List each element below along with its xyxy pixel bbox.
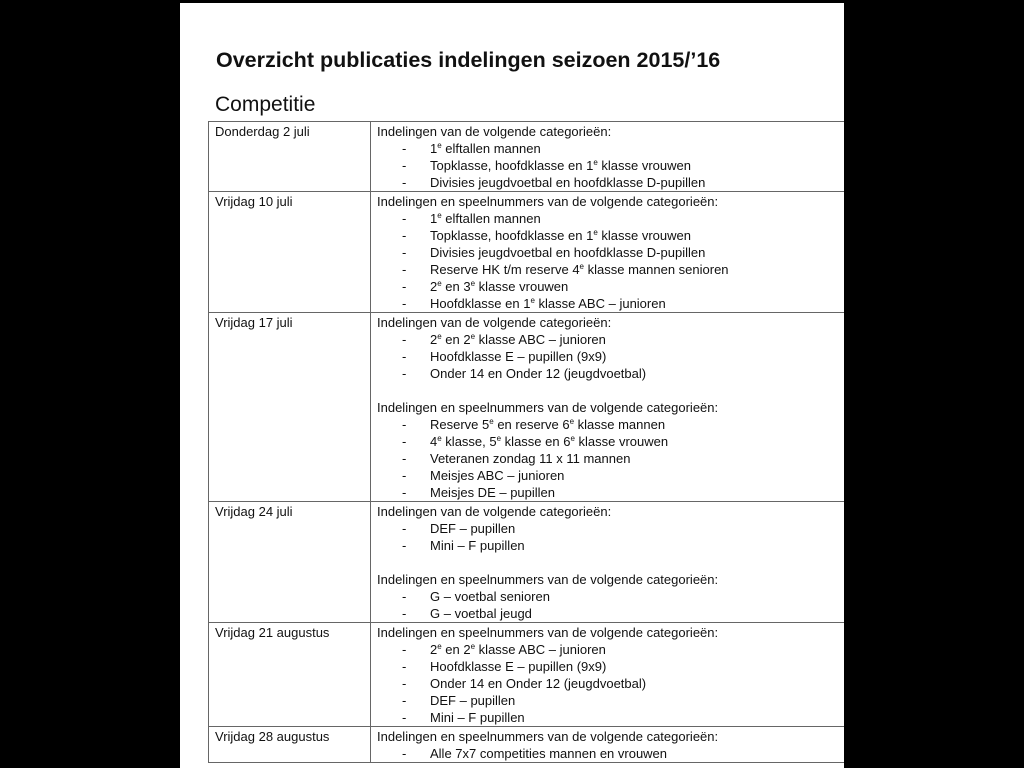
category-block-heading: Indelingen en speelnummers van de volgende categorieën: [377,400,719,415]
category-item: - 2e en 3e klasse vrouwen [377,278,844,295]
schedule-row [209,502,845,623]
category-item: - Hoofdklasse en 1e klasse ABC – junioren [377,295,844,312]
category-item: - Hoofdklasse E – pupillen (9x9) [377,348,844,365]
schedule-content [371,192,845,313]
category-item: - G – voetbal jeugd [377,605,844,622]
schedule-row [209,313,845,502]
schedule-date: Vrijdag 28 augustus [209,727,371,763]
category-item: - 1e elftallen mannen [377,140,844,157]
category-block-heading: Indelingen van de volgende categorieën: [377,504,612,519]
schedule-row [209,623,845,727]
document-title: Overzicht publicaties indelingen seizoen 2015/’16 [216,48,721,72]
category-item: - Onder 14 en Onder 12 (jeugdvoetbal) [377,675,844,692]
schedule-row [209,192,845,313]
schedule-content [371,623,845,727]
schedule-date: Vrijdag 17 juli [209,313,371,502]
schedule-content [371,122,845,192]
category-list [377,641,844,726]
block-spacer [377,382,844,399]
category-item: - Onder 14 en Onder 12 (jeugdvoetbal) [377,365,844,382]
category-block-heading: Indelingen en speelnummers van de volgende categorieën: [377,194,719,209]
category-list [377,588,844,622]
block-spacer [377,554,844,571]
category-item: - 4e klasse, 5e klasse en 6e klasse vrouwen [377,433,844,450]
category-block-heading: Indelingen van de volgende categorieën: [377,124,612,139]
category-item: - G – voetbal senioren [377,588,844,605]
category-list [377,520,844,554]
category-list [377,745,844,762]
category-item: - Divisies jeugdvoetbal en hoofdklasse D-pupillen [377,244,844,261]
category-item: - Mini – F pupillen [377,709,844,726]
category-item: - Reserve HK t/m reserve 4e klasse mannen senioren [377,261,844,278]
category-item: - 2e en 2e klasse ABC – junioren [377,641,844,658]
schedule-table-body [209,122,845,763]
section-title: Competitie [215,93,316,116]
category-list [377,331,844,382]
category-item: - Alle 7x7 competities mannen en vrouwen [377,745,844,762]
category-item: - Meisjes DE – pupillen [377,484,844,501]
schedule-table [208,121,844,763]
category-item: - Hoofdklasse E – pupillen (9x9) [377,658,844,675]
schedule-date: Vrijdag 24 juli [209,502,371,623]
schedule-content [371,727,845,763]
category-item: - Reserve 5e en reserve 6e klasse mannen [377,416,844,433]
schedule-date: Vrijdag 21 augustus [209,623,371,727]
schedule-date: Donderdag 2 juli [209,122,371,192]
category-list [377,210,844,312]
schedule-date: Vrijdag 10 juli [209,192,371,313]
schedule-row [209,727,845,763]
category-list [377,140,844,191]
schedule-content [371,502,845,623]
document-page [180,3,844,768]
category-item: - DEF – pupillen [377,520,844,537]
category-block-heading: Indelingen en speelnummers van de volgende categorieën: [377,625,719,640]
schedule-content [371,313,845,502]
schedule-row [209,122,845,192]
category-item: - Meisjes ABC – junioren [377,467,844,484]
category-item: - 2e en 2e klasse ABC – junioren [377,331,844,348]
category-block-heading: Indelingen en speelnummers van de volgende categorieën: [377,572,719,587]
category-block-heading: Indelingen en speelnummers van de volgende categorieën: [377,729,719,744]
category-item: - DEF – pupillen [377,692,844,709]
category-block-heading: Indelingen van de volgende categorieën: [377,315,612,330]
category-item: - Mini – F pupillen [377,537,844,554]
category-item: - Topklasse, hoofdklasse en 1e klasse vrouwen [377,157,844,174]
category-item: - Topklasse, hoofdklasse en 1e klasse vrouwen [377,227,844,244]
category-item: - 1e elftallen mannen [377,210,844,227]
category-item: - Divisies jeugdvoetbal en hoofdklasse D-pupillen [377,174,844,191]
category-item: - Veteranen zondag 11 x 11 mannen [377,450,844,467]
category-list [377,416,844,501]
